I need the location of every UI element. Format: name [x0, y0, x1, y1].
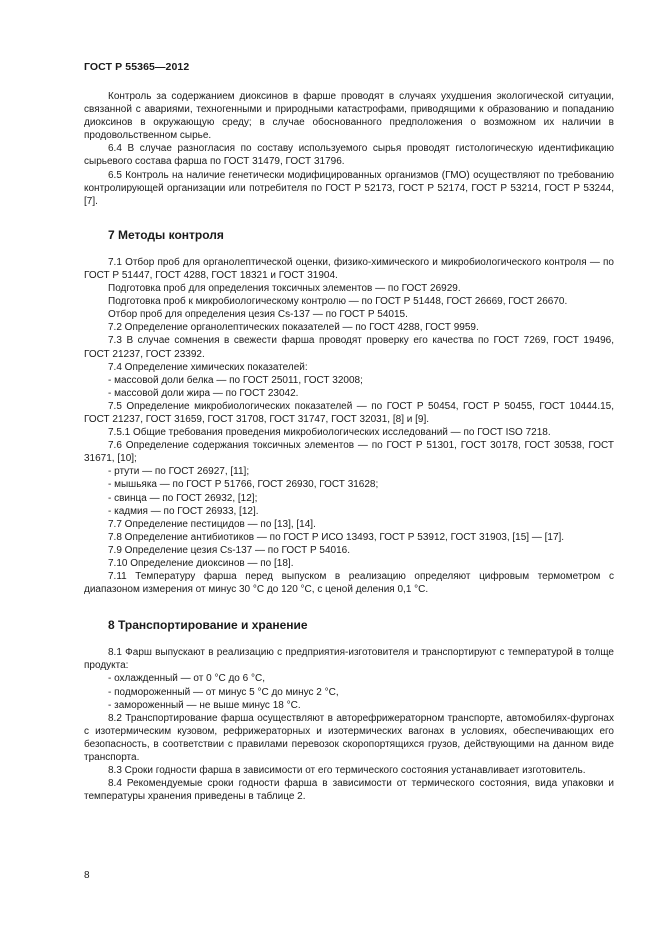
page-number: 8: [84, 870, 90, 881]
item-7-7: 7.7 Определение пестицидов — по [13], [14].: [108, 518, 316, 530]
item-7-8: 7.8 Определение антибиотиков — по ГОСТ Р ИСО 13493, ГОСТ Р 53912, ГОСТ 31903, [15] — [17].: [108, 531, 565, 543]
item-7-1: 7.1 Отбор проб для органолептической оценки, физико-химического и микробиологического контроля — по ГОСТ Р 51447, ГОСТ 4288, ГОСТ 18321 и ГОСТ 31904.: [84, 256, 614, 281]
page-body: [84, 90, 614, 803]
list-item-semi-frozen: - подмороженный — от минус 5 °С до минус 2 °С,: [108, 686, 339, 698]
paragraph-6-5: 6.5 Контроль на наличие генетически модифицированных организмов (ГМО) осуществляют по требованию контролирующей организации или потребителя по ГОСТ Р 52173, ГОСТ Р 52174, ГОСТ Р 53214, ГОСТ Р 53244, [7].: [84, 169, 614, 207]
item-7-5: 7.5 Определение микробиологических показателей — по ГОСТ Р 50454, ГОСТ Р 50455, ГОСТ 10444.15, ГОСТ 21237, ГОСТ 31659, ГОСТ 31708, ГОСТ 31747, ГОСТ 32031, [8] и [9].: [84, 400, 614, 425]
item-7-5-1: 7.5.1 Общие требования проведения микробиологических исследований — по ГОСТ ISO 7218.: [108, 427, 551, 439]
item-7-4: 7.4 Определение химических показателей:: [108, 361, 308, 373]
list-item-protein: - массовой доли белка — по ГОСТ 25011, ГОСТ 32008;: [108, 374, 363, 386]
item-8-2: 8.2 Транспортирование фарша осуществляют в авторефрижераторном транспорте, автомобилях-фургонах с изотермическим кузовом, рефрижераторных и изотермических вагонах в условиях, обеспечивающих его безопасность, в соответствии с правилами перевозок скоропортящихся грузов, действующими на данном виде транспорта.: [84, 712, 614, 764]
item-7-10: 7.10 Определение диоксинов — по [18].: [108, 558, 294, 569]
item-8-1: 8.1 Фарш выпускают в реализацию с предприятия-изготовителя и транспортируют с температурой в толще продукта:: [84, 647, 614, 672]
item-8-4: 8.4 Рекомендуемые сроки годности фарша в зависимости от термического состояния, вида упаковки и температуры хранения приведены в таблице 2.: [84, 778, 614, 803]
item-sample-cesium: Отбор проб для определения цезия Cs-137 — по ГОСТ Р 54015.: [108, 309, 408, 321]
list-item-mercury: - ртути — по ГОСТ 26927, [11];: [108, 466, 250, 478]
document-header: ГОСТ Р 55365—2012: [84, 61, 190, 73]
item-7-9: 7.9 Определение цезия Cs-137 — по ГОСТ Р 54016.: [108, 544, 350, 556]
item-8-3: 8.3 Сроки годности фарша в зависимости от его термического состояния устанавливает изготовитель.: [108, 765, 586, 777]
section-7-heading: 7 Методы контроля: [108, 227, 224, 242]
paragraph-dioxin-control: Контроль за содержанием диоксинов в фарше проводят в случаях ухудшения экологической ситуации, связанной с авариями, техногенными и природными катастрофами, приводящими к образованию и попаданию диоксинов в окружающую среду; в случае обоснованного предположения о возможном их наличии в продовольственном сырье.: [84, 91, 614, 142]
list-item-chilled: - охлажденный — от 0 °С до 6 °С,: [108, 673, 265, 685]
item-sample-prep-toxic: Подготовка проб для определения токсичных элементов — по ГОСТ 26929.: [108, 283, 461, 295]
list-item-fat: - массовой доли жира — по ГОСТ 23042.: [108, 387, 299, 399]
item-sample-prep-micro: Подготовка проб к микробиологическому контролю — по ГОСТ Р 51448, ГОСТ 26669, ГОСТ 26670.: [108, 296, 568, 308]
item-7-3: 7.3 В случае сомнения в свежести фарша проводят проверку его качества по ГОСТ 7269, ГОСТ 19496, ГОСТ 21237, ГОСТ 23392.: [84, 335, 614, 360]
list-item-frozen: - замороженный — не выше минус 18 °С.: [108, 699, 301, 711]
paragraph-6-4: 6.4 В случае разногласия по составу используемого сырья проводят гистологическую идентификацию сырьевого состава фарша по ГОСТ 31479, ГОСТ 31796.: [84, 143, 614, 168]
list-item-arsenic: - мышьяка — по ГОСТ Р 51766, ГОСТ 26930, ГОСТ 31628;: [108, 479, 379, 491]
list-item-lead: - свинца — по ГОСТ 26932, [12];: [108, 492, 258, 504]
item-7-11: 7.11 Температуру фарша перед выпуском в реализацию определяют цифровым термометром с диапазоном измерения от минус 30 °С до 120 °С, с ценой деления 0,1 °С.: [84, 571, 614, 596]
item-7-6: 7.6 Определение содержания токсичных элементов — по ГОСТ Р 51301, ГОСТ 30178, ГОСТ 30538, ГОСТ 31671, [10];: [84, 440, 614, 465]
list-item-cadmium: - кадмия — по ГОСТ 26933, [12].: [108, 505, 259, 517]
item-7-2: 7.2 Определение органолептических показателей — по ГОСТ 4288, ГОСТ 9959.: [108, 322, 479, 334]
section-8-heading: 8 Транспортирование и хранение: [108, 618, 308, 633]
